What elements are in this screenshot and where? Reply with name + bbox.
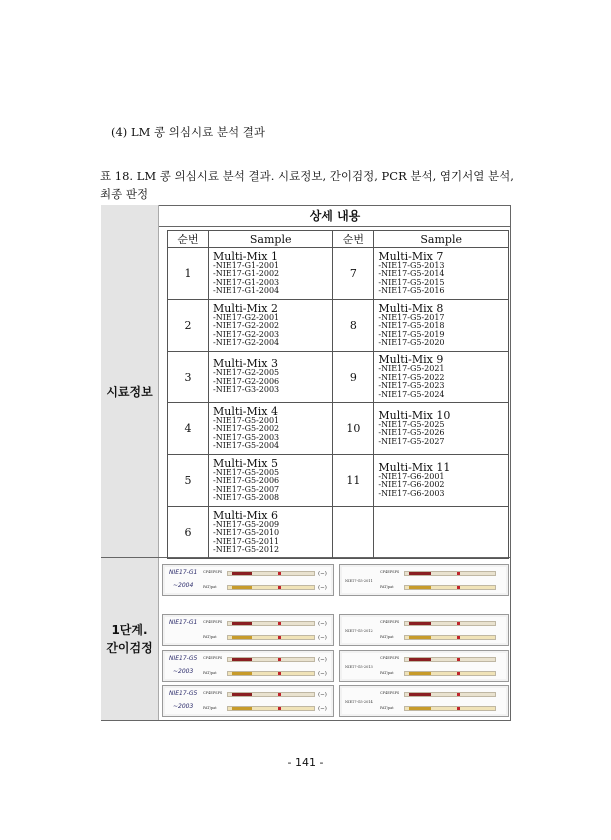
table-row xyxy=(168,403,509,455)
test-strip-photo xyxy=(162,564,334,596)
sample-id: -NIE17-G1-2001 xyxy=(213,260,280,270)
multi-mix-title: Multi-Mix 5 xyxy=(213,456,279,470)
result-label: (−) xyxy=(318,621,327,627)
sample-id: -NIE17-G5-2022 xyxy=(378,372,445,382)
test-strip xyxy=(227,585,315,590)
control-band xyxy=(278,707,281,710)
sample-cell xyxy=(374,352,509,403)
header-sample-right: Sample xyxy=(374,231,509,248)
result-label: (−) xyxy=(318,657,327,663)
sample-id: -NIE17-G6-2001 xyxy=(378,471,445,481)
sample-id: -NIE17-G5-2015 xyxy=(378,277,445,287)
test-strip-photo xyxy=(162,650,334,682)
strip-label: PAT/pat xyxy=(380,706,394,710)
sample-id: -NIE17-G5-2019 xyxy=(378,329,445,339)
sample-id: -NIE17-G5-2008 xyxy=(213,493,280,502)
strip-label: PAT/pat xyxy=(203,585,217,589)
result-label: (−) xyxy=(318,671,327,677)
sample-number: 2 xyxy=(168,300,209,352)
test-strip-photo xyxy=(339,564,509,596)
sample-number: 8 xyxy=(333,300,374,352)
sample-cell xyxy=(209,455,333,507)
sample-cell xyxy=(374,300,509,352)
sample-id: -NIE17-G5-2009 xyxy=(213,519,280,529)
sample-cell xyxy=(374,455,509,507)
table-row xyxy=(168,455,509,507)
sample-number: 9 xyxy=(333,352,374,403)
control-band xyxy=(278,586,281,589)
multi-mix-title: Multi-Mix 4 xyxy=(213,404,279,418)
row-label-sample-info-text: 시료정보 xyxy=(106,385,153,399)
sample-label: NIE17-G5-2011 xyxy=(345,579,373,583)
strip-label: CP4EPSPS xyxy=(380,570,400,574)
multi-mix-title: Multi-Mix 3 xyxy=(213,357,279,371)
test-strip xyxy=(227,657,315,662)
test-strip xyxy=(227,621,315,626)
result-label: (−) xyxy=(318,692,327,698)
sample-pad xyxy=(232,693,252,696)
test-strip xyxy=(404,571,496,576)
sample-id: -NIE17-G5-2012 xyxy=(213,545,280,554)
sample-pad xyxy=(409,707,431,710)
sample-id: -NIE17-G5-2010 xyxy=(213,528,280,537)
sample-number: 10 xyxy=(333,403,374,455)
sample-id: -NIE17-G5-2016 xyxy=(378,286,445,295)
strip-label: CP4EPSPS xyxy=(203,691,223,695)
sample-number: 7 xyxy=(333,248,374,300)
strip-label: CP4EPSPS xyxy=(380,656,400,660)
strip-label: CP4EPSPS xyxy=(203,570,223,574)
test-strip xyxy=(404,657,496,662)
multi-mix-title: Multi-Mix 2 xyxy=(213,301,279,315)
test-strip xyxy=(227,706,315,711)
test-strip xyxy=(404,692,496,697)
sample-pad xyxy=(409,658,431,661)
control-band xyxy=(457,658,460,661)
sample-id: -NIE17-G2-2005 xyxy=(213,368,280,378)
result-label: (−) xyxy=(318,571,327,577)
test-strip xyxy=(227,692,315,697)
sample-id: -NIE17-G6-2002 xyxy=(378,480,445,490)
handwritten-label: ~2004 xyxy=(173,582,194,589)
sample-id: -NIE17-G5-2021 xyxy=(378,364,445,373)
control-band xyxy=(278,572,281,575)
sample-id: -NIE17-G5-2001 xyxy=(213,415,280,425)
strip-label: PAT/pat xyxy=(380,671,394,675)
sample-id: -NIE17-G5-2023 xyxy=(378,381,445,390)
row-label-sample-info xyxy=(101,227,159,557)
result-label: (−) xyxy=(318,706,327,712)
sample-pad xyxy=(232,622,252,625)
sample-id: -NIE17-G5-2005 xyxy=(213,467,280,477)
sample-id: -NIE17-G1-2003 xyxy=(213,277,280,287)
sample-number: 5 xyxy=(168,455,209,507)
test-strip xyxy=(404,585,496,590)
sample-id: -NIE17-G5-2020 xyxy=(378,338,445,347)
sample-id: -NIE17-G5-2006 xyxy=(213,476,280,485)
table-row xyxy=(168,352,509,403)
table-row xyxy=(168,248,509,300)
sample-pad xyxy=(232,672,252,675)
strip-label: PAT/pat xyxy=(203,706,217,710)
sample-id: -NIE17-G2-2004 xyxy=(213,338,280,347)
control-band xyxy=(457,586,460,589)
strip-label: PAT/pat xyxy=(380,585,394,589)
multi-mix-title: Multi-Mix 6 xyxy=(213,508,279,522)
sample-cell xyxy=(374,507,509,559)
sample-id: -NIE17-G2-2001 xyxy=(213,312,280,322)
control-band xyxy=(457,672,460,675)
sample-table xyxy=(167,230,509,559)
sample-cell xyxy=(209,507,333,559)
strip-label: PAT/pat xyxy=(203,635,217,639)
sample-id: -NIE17-G5-2007 xyxy=(213,484,280,494)
sample-label: NIE17-G5-2014 xyxy=(345,700,373,704)
sample-label: NIE17-G5-2013 xyxy=(345,665,373,669)
sample-id: -NIE17-G5-2026 xyxy=(378,428,445,438)
sample-number: 1 xyxy=(168,248,209,300)
control-band xyxy=(278,672,281,675)
handwritten-label: ~2003 xyxy=(173,668,194,675)
sample-id: -NIE17-G2-2006 xyxy=(213,376,280,386)
test-strip xyxy=(404,671,496,676)
test-strip-photo xyxy=(162,614,334,646)
sample-cell xyxy=(374,248,509,300)
control-band xyxy=(457,622,460,625)
sample-id: -NIE17-G5-2025 xyxy=(378,419,445,429)
sample-number: 11 xyxy=(333,455,374,507)
handwritten-label: ~2003 xyxy=(173,703,194,710)
sample-pad xyxy=(409,572,431,575)
sample-cell xyxy=(374,403,509,455)
sample-id: -NIE17-G2-2003 xyxy=(213,329,280,339)
sample-number xyxy=(333,507,374,559)
header-no-right: 순번 xyxy=(333,231,374,248)
sample-pad xyxy=(232,572,252,575)
sample-pad xyxy=(409,636,431,639)
result-label: (−) xyxy=(318,585,327,591)
multi-mix-title: Multi-Mix 11 xyxy=(378,460,451,474)
sample-pad xyxy=(409,622,431,625)
control-band xyxy=(457,693,460,696)
sample-id: -NIE17-G5-2011 xyxy=(213,536,280,546)
test-strip xyxy=(227,635,315,640)
sample-pad xyxy=(232,636,252,639)
control-band xyxy=(278,693,281,696)
table-row xyxy=(168,507,509,559)
sample-pad xyxy=(409,693,431,696)
test-strip-photo xyxy=(339,614,509,646)
sample-id: -NIE17-G5-2024 xyxy=(378,389,445,399)
sample-pad xyxy=(232,586,252,589)
sample-id: -NIE17-G5-2014 xyxy=(378,269,445,278)
handwritten-label: NIE17-G5 xyxy=(169,690,198,697)
strip-label: CP4EPSPS xyxy=(203,656,223,660)
sample-cell xyxy=(209,300,333,352)
sample-id: -NIE17-G6-2003 xyxy=(378,488,445,498)
sample-id: -NIE17-G5-2004 xyxy=(213,441,280,450)
sample-id: -NIE17-G1-2004 xyxy=(213,286,280,295)
sample-id: -NIE17-G5-2018 xyxy=(378,321,445,330)
test-strip xyxy=(404,635,496,640)
sample-cell xyxy=(209,248,333,300)
handwritten-label: NIE17-G5 xyxy=(169,655,198,662)
strip-label: PAT/pat xyxy=(203,671,217,675)
sample-id: -NIE17-G5-2017 xyxy=(378,312,445,322)
section-heading: (4) LM 콩 의심시료 분석 결과 xyxy=(111,125,265,139)
sample-id: -NIE17-G1-2002 xyxy=(213,269,280,278)
sample-cell xyxy=(209,352,333,403)
sample-cell xyxy=(209,403,333,455)
test-strip-photo xyxy=(339,650,509,682)
table-caption: 표 18. LM 콩 의심시료 분석 결과. 시료정보, 간이검정, PCR 분석, 염기서열 분석, 최종 판정 xyxy=(100,169,514,201)
sample-pad xyxy=(409,672,431,675)
table-title: 상세 내용 xyxy=(159,205,511,227)
multi-mix-title: Multi-Mix 9 xyxy=(378,353,444,366)
test-strip xyxy=(404,706,496,711)
multi-mix-title: Multi-Mix 7 xyxy=(378,249,444,263)
strip-label: CP4EPSPS xyxy=(380,691,400,695)
page-number: - 141 - xyxy=(287,756,324,769)
control-band xyxy=(457,572,460,575)
test-strip xyxy=(227,671,315,676)
result-label: (−) xyxy=(318,635,327,641)
multi-mix-title: Multi-Mix 8 xyxy=(378,301,444,315)
sample-pad xyxy=(232,707,252,710)
test-strip xyxy=(404,621,496,626)
strip-label: PAT/pat xyxy=(380,635,394,639)
sample-number: 3 xyxy=(168,352,209,403)
sample-number: 4 xyxy=(168,403,209,455)
sample-id: -NIE17-G2-2002 xyxy=(213,321,280,330)
sample-id: -NIE17-G5-2013 xyxy=(378,260,445,270)
header-sample-left: Sample xyxy=(209,231,333,248)
table-row xyxy=(168,300,509,352)
handwritten-label: NIE17-G1 xyxy=(169,569,198,576)
sample-id: -NIE17-G5-2027 xyxy=(378,436,445,446)
sample-pad xyxy=(409,586,431,589)
test-strip-photo xyxy=(339,685,509,717)
test-strip-photo xyxy=(162,685,334,717)
row-label-stage1 xyxy=(101,558,159,720)
sample-table-header xyxy=(168,231,509,248)
control-band xyxy=(278,622,281,625)
multi-mix-title: Multi-Mix 10 xyxy=(378,408,451,422)
sample-number: 6 xyxy=(168,507,209,559)
header-corner xyxy=(101,205,159,227)
control-band xyxy=(278,636,281,639)
strip-label: CP4EPSPS xyxy=(380,620,400,624)
multi-mix-title: Multi-Mix 1 xyxy=(213,249,279,263)
header-no-left: 순번 xyxy=(168,231,209,248)
sample-id: -NIE17-G5-2003 xyxy=(213,432,280,442)
handwritten-label: NIE17-G1 xyxy=(169,619,198,626)
control-band xyxy=(457,707,460,710)
sample-label: NIE17-G5-2012 xyxy=(345,629,373,633)
control-band xyxy=(457,636,460,639)
test-strip xyxy=(227,571,315,576)
row-label-stage1-text: 1단계. 간이검정 xyxy=(106,623,153,655)
sample-id: -NIE17-G3-2003 xyxy=(213,385,280,395)
control-band xyxy=(278,658,281,661)
sample-id: -NIE17-G5-2002 xyxy=(213,424,280,433)
sample-pad xyxy=(232,658,252,661)
strip-label: CP4EPSPS xyxy=(203,620,223,624)
